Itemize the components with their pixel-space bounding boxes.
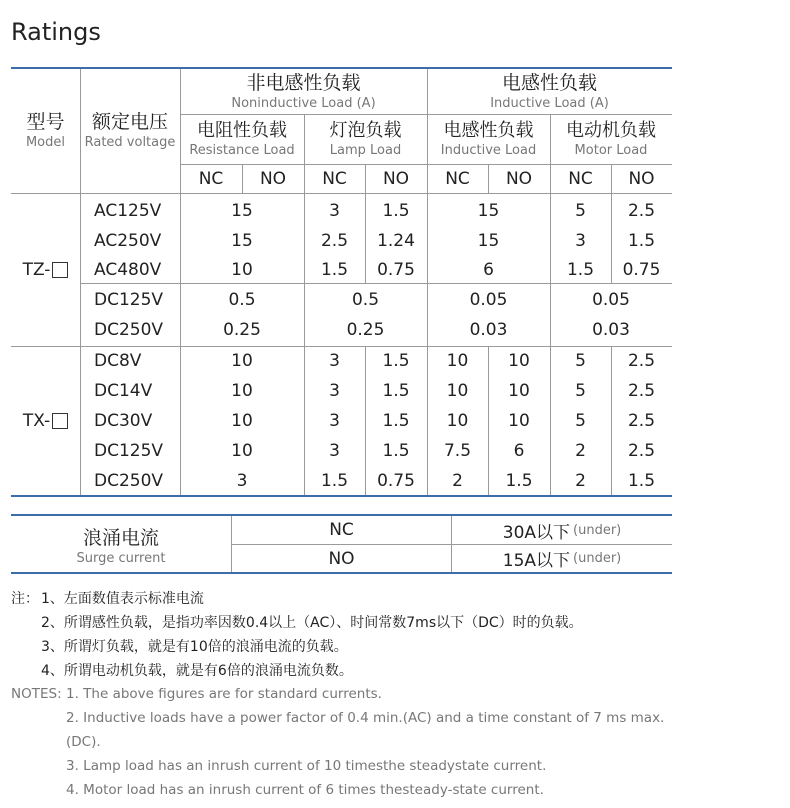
lamp-value: 0.25 bbox=[346, 319, 385, 340]
resistance-load-cn: 电阻性负载 bbox=[197, 120, 287, 142]
lamp-no-value: 0.75 bbox=[377, 259, 415, 280]
motor-nc-value: 5 bbox=[575, 350, 586, 371]
inductive-no-value: 1.5 bbox=[505, 470, 533, 491]
resistance-value: 10 bbox=[231, 410, 253, 431]
surge-under-text: (under) bbox=[573, 522, 622, 538]
note-cn-item: 4、所谓电动机负载，就是有6倍的浪涌电流负数。 bbox=[41, 663, 353, 679]
model-header bbox=[11, 69, 80, 193]
inductive-value: 0.05 bbox=[469, 289, 508, 310]
inductive-nc-value: 2 bbox=[452, 470, 463, 491]
voltage-cell: AC480V bbox=[94, 259, 162, 280]
lamp-nc-value: 1.5 bbox=[320, 470, 349, 491]
motor-no-value: 0.75 bbox=[622, 259, 661, 280]
motor-value: 0.03 bbox=[592, 319, 630, 340]
resistance-value: 3 bbox=[236, 470, 248, 491]
checkbox-square-icon bbox=[52, 262, 68, 278]
voltage-cell: DC125V bbox=[94, 289, 164, 310]
no-header: NO bbox=[628, 168, 655, 189]
inductive-no-value: 6 bbox=[513, 440, 525, 461]
notes-en-prefix: NOTES: bbox=[11, 686, 62, 702]
resistance-load-header bbox=[180, 115, 304, 164]
resistance-value: 15 bbox=[231, 200, 253, 221]
surge-label-cn: 浪涌电流 bbox=[82, 526, 159, 549]
notes-cn-prefix: 注： bbox=[11, 591, 39, 607]
inductive-nc-value: 10 bbox=[446, 380, 469, 401]
surge-label bbox=[11, 516, 231, 572]
lamp-load-header bbox=[304, 115, 427, 164]
note-cn-item: 1、左面数值表示标准电流 bbox=[41, 591, 204, 607]
page-title: Ratings bbox=[11, 18, 101, 46]
inductive-no-value: 10 bbox=[508, 350, 530, 371]
lamp-nc-value: 2.5 bbox=[320, 230, 349, 251]
inductive-value: 15 bbox=[477, 200, 500, 221]
surge-bottom-rule bbox=[11, 572, 672, 574]
nc-header: NC bbox=[198, 168, 224, 189]
motor-load-cn: 电动机负载 bbox=[566, 120, 656, 142]
model-tz-label: TZ- bbox=[22, 259, 51, 280]
lamp-nc-value: 3 bbox=[329, 440, 340, 461]
note-cn-item: 3、所谓灯负载，就是有10倍的浪涌电流的负载。 bbox=[41, 639, 348, 655]
inductive-no-value: 10 bbox=[508, 410, 530, 431]
resistance-value: 10 bbox=[231, 440, 253, 461]
note-en-item: 1. The above figures are for standard currents. bbox=[66, 686, 382, 702]
model-header-en: Model bbox=[25, 135, 66, 151]
motor-load-en: Motor Load bbox=[574, 143, 648, 158]
motor-no-value: 2.5 bbox=[627, 440, 656, 461]
inductive-value: 6 bbox=[483, 259, 494, 280]
note-en-item: 2. Inductive loads have a power factor of 0.4 min.(AC) and a time constant of 7 ms max. bbox=[66, 710, 665, 726]
lamp-nc-value: 3 bbox=[329, 380, 340, 401]
lamp-nc-value: 1.5 bbox=[320, 259, 349, 280]
inductive-load-en: Inductive Load bbox=[440, 143, 537, 158]
rated-voltage-header-cn: 额定电压 bbox=[91, 111, 168, 134]
motor-nc-value: 5 bbox=[575, 410, 586, 431]
inductive-nc-value: 10 bbox=[446, 410, 469, 431]
lamp-load-en: Lamp Load bbox=[329, 143, 402, 158]
resistance-value: 15 bbox=[231, 230, 253, 251]
motor-no-value: 2.5 bbox=[627, 410, 656, 431]
motor-no-value: 2.5 bbox=[627, 380, 656, 401]
noninductive-header bbox=[180, 69, 427, 114]
motor-nc-value: 1.5 bbox=[566, 259, 595, 280]
surge-current-table bbox=[11, 514, 672, 574]
lamp-nc-value: 3 bbox=[329, 200, 340, 221]
surge-value-text: 30A以下 bbox=[502, 522, 571, 543]
voltage-cell: DC125V bbox=[94, 440, 164, 461]
motor-nc-value: 3 bbox=[575, 230, 586, 251]
motor-no-value: 1.5 bbox=[627, 230, 656, 251]
inductive-value: 0.03 bbox=[469, 319, 508, 340]
surge-under-text: (under) bbox=[573, 551, 622, 566]
resistance-value: 10 bbox=[231, 380, 253, 401]
model-tx-label: TX- bbox=[22, 410, 51, 431]
surge-contact-nc: NC bbox=[329, 520, 354, 540]
checkbox-square-icon bbox=[52, 413, 68, 429]
surge-value-no bbox=[452, 545, 672, 572]
voltage-cell: AC125V bbox=[94, 200, 162, 221]
lamp-nc-value: 3 bbox=[329, 410, 340, 431]
lamp-nc-value: 3 bbox=[329, 350, 340, 371]
lamp-no-value: 1.5 bbox=[382, 200, 410, 221]
motor-load-header bbox=[550, 115, 672, 164]
noninductive-header-cn: 非电感性负载 bbox=[246, 71, 361, 94]
voltage-cell: DC250V bbox=[94, 319, 164, 340]
lamp-value: 0.5 bbox=[351, 289, 380, 310]
voltage-cell: DC250V bbox=[94, 470, 164, 491]
no-header: NO bbox=[382, 168, 410, 189]
inductive-header bbox=[427, 69, 672, 114]
resistance-value: 0.5 bbox=[228, 289, 256, 310]
motor-no-value: 2.5 bbox=[627, 200, 656, 221]
header-bottom-line bbox=[11, 193, 672, 194]
lamp-no-value: 1.5 bbox=[382, 440, 410, 461]
rated-voltage-header-en: Rated voltage bbox=[84, 135, 176, 151]
lamp-no-value: 0.75 bbox=[377, 470, 415, 491]
inductive-header-cn: 电感性负载 bbox=[501, 71, 597, 94]
voltage-cell: DC14V bbox=[94, 380, 153, 401]
nc-header: NC bbox=[322, 168, 347, 189]
voltage-cell: DC30V bbox=[94, 410, 153, 431]
inductive-no-value: 10 bbox=[508, 380, 530, 401]
inductive-value: 15 bbox=[477, 230, 500, 251]
surge-value-nc bbox=[452, 516, 672, 544]
voltage-cell: DC8V bbox=[94, 350, 142, 371]
note-cn-item: 2、所谓感性负载，是指功率因数0.4以上（AC）、时间常数7ms以下（DC）时的负载。 bbox=[41, 615, 583, 631]
motor-no-value: 2.5 bbox=[627, 350, 656, 371]
noninductive-header-en: Noninductive Load (A) bbox=[231, 95, 376, 111]
surge-contact-no: NO bbox=[328, 548, 355, 569]
note-en-item: 4. Motor load has an inrush current of 6 times thesteady-state current. bbox=[66, 782, 544, 798]
no-header: NO bbox=[259, 168, 287, 189]
nc-header: NC bbox=[568, 168, 593, 189]
ratings-table bbox=[11, 67, 672, 497]
lamp-no-value: 1.5 bbox=[382, 380, 410, 401]
surge-value-text: 15A以下 bbox=[502, 551, 571, 571]
voltage-cell: AC250V bbox=[94, 230, 162, 251]
resistance-load-en: Resistance Load bbox=[189, 143, 295, 158]
inductive-header-en: Inductive Load (A) bbox=[490, 95, 609, 111]
note-en-item: 3. Lamp load has an inrush current of 10 timesthe steadystate current. bbox=[66, 758, 547, 774]
resistance-value: 10 bbox=[231, 350, 253, 371]
motor-nc-value: 5 bbox=[575, 200, 586, 221]
motor-nc-value: 5 bbox=[575, 380, 586, 401]
lamp-no-value: 1.5 bbox=[382, 350, 410, 371]
model-tx bbox=[11, 347, 80, 495]
model-tz bbox=[11, 194, 80, 346]
lamp-no-value: 1.24 bbox=[377, 230, 415, 251]
resistance-value: 0.25 bbox=[223, 319, 261, 340]
note-en-item: (DC). bbox=[66, 734, 101, 750]
inductive-load-cn: 电感性负载 bbox=[443, 120, 534, 142]
model-header-cn: 型号 bbox=[26, 111, 65, 134]
inductive-nc-value: 10 bbox=[446, 350, 469, 371]
inductive-load-header bbox=[427, 115, 550, 164]
motor-no-value: 1.5 bbox=[627, 470, 656, 491]
motor-nc-value: 2 bbox=[575, 470, 586, 491]
motor-nc-value: 2 bbox=[575, 440, 586, 461]
no-header: NO bbox=[505, 168, 533, 189]
inductive-nc-value: 7.5 bbox=[443, 440, 472, 461]
lamp-load-cn: 灯泡负载 bbox=[329, 120, 402, 142]
surge-label-en: Surge current bbox=[76, 550, 166, 566]
rated-voltage-header bbox=[80, 69, 180, 193]
resistance-value: 10 bbox=[231, 259, 253, 280]
motor-value: 0.05 bbox=[592, 289, 630, 310]
lamp-no-value: 1.5 bbox=[382, 410, 410, 431]
nc-header: NC bbox=[445, 168, 470, 189]
